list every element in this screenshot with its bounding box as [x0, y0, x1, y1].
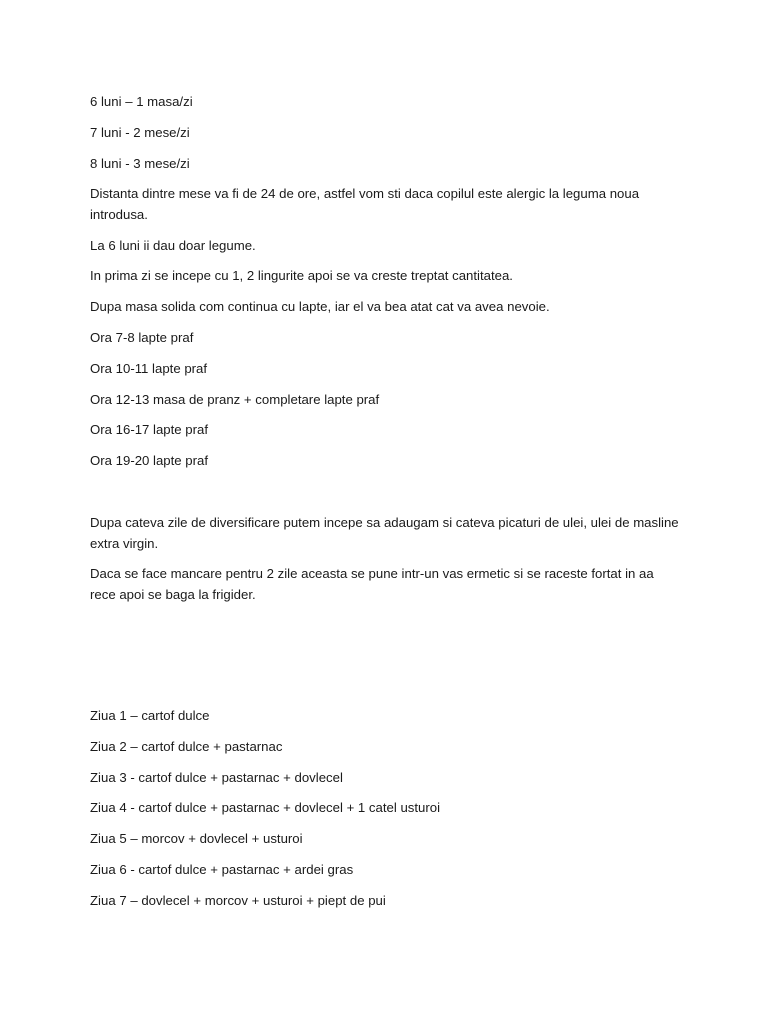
- paragraph: Ora 16-17 lapte praf: [90, 422, 209, 438]
- paragraph: 7 luni - 2 mese/zi: [90, 124, 190, 140]
- list-item: Ziua 3 - cartof dulce + pastarnac + dovlecel: [90, 769, 343, 785]
- paragraph: Ora 19-20 lapte praf: [90, 453, 209, 469]
- paragraph: Dupa masa solida com continua cu lapte, iar el va bea atat cat va avea nevoie.: [90, 299, 550, 315]
- notes-section: [90, 513, 680, 616]
- paragraph: 8 luni - 3 mese/zi: [90, 155, 190, 171]
- list-item: Ziua 7 – dovlecel + morcov + usturoi + piept de pui: [90, 892, 386, 908]
- paragraph: Distanta dintre mese va fi de 24 de ore, astfel vom sti daca copilul este alergic la leguma noua introdusa.: [90, 186, 640, 222]
- list-item: Ziua 2 – cartof dulce + pastarnac: [90, 738, 283, 754]
- paragraph: Ora 10-11 lapte praf: [90, 360, 208, 376]
- list-item: Ziua 1 – cartof dulce: [90, 708, 210, 723]
- paragraph: Daca se face mancare pentru 2 zile aceasta se pune intr-un vas ermetic si se raceste fortat in aa rece apoi se baga la frigider.: [90, 566, 654, 602]
- paragraph: La 6 luni ii dau doar legume.: [90, 237, 256, 253]
- list-item: Ziua 5 – morcov + dovlecel + usturoi: [90, 831, 303, 847]
- list-item: Ziua 4 - cartof dulce + pastarnac + dovlecel + 1 catel usturoi: [90, 800, 441, 816]
- paragraph: Ora 7-8 lapte praf: [90, 330, 194, 346]
- list-item: Ziua 6 - cartof dulce + pastarnac + ardei gras: [90, 861, 354, 877]
- paragraph: Dupa cateva zile de diversificare putem incepe sa adaugam si cateva picaturi de ulei, ulei de masline extra virgin.: [90, 515, 679, 551]
- feeding-schedule-section: [90, 92, 680, 482]
- paragraph: In prima zi se incepe cu 1, 2 lingurite apoi se va creste treptat cantitatea.: [90, 268, 513, 284]
- paragraph: Ora 12-13 masa de pranz + completare lapte praf: [90, 391, 380, 407]
- paragraph: 6 luni – 1 masa/zi: [90, 94, 193, 109]
- daily-menu-section: [90, 706, 680, 922]
